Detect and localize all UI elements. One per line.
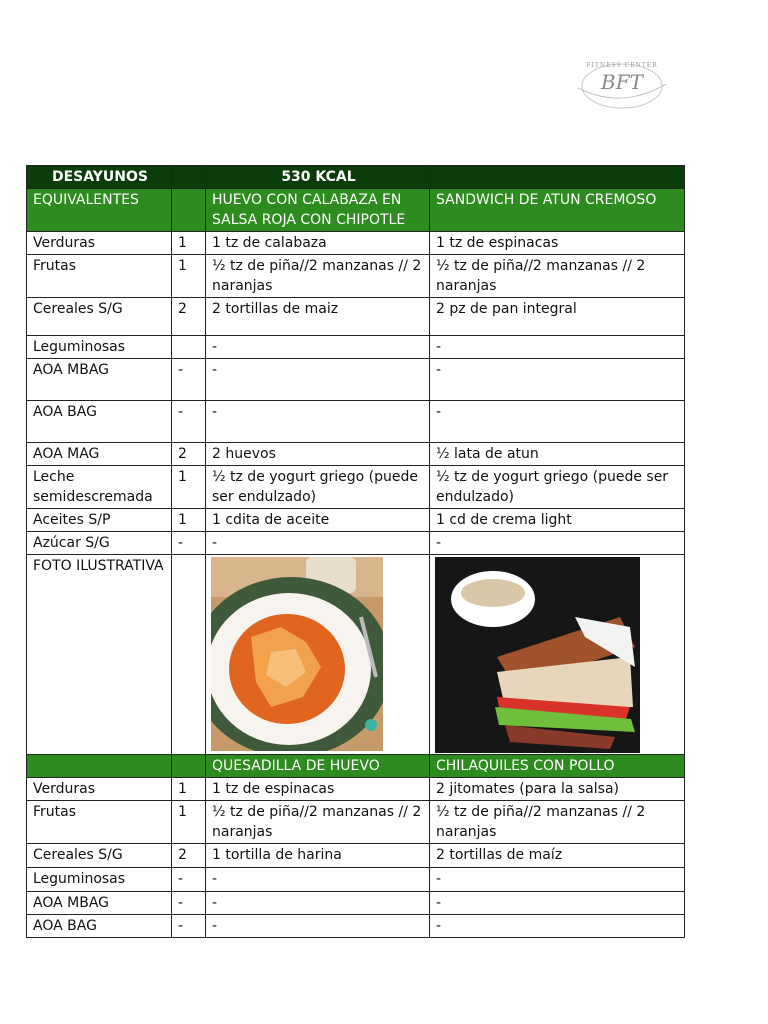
logo-text: FITNESS CENTER [586, 62, 658, 69]
table-row: AOA MBAG - - - [27, 359, 685, 401]
table-row: Frutas 1 ½ tz de piña//2 manzanas // 2 naranjas ½ tz de piña//2 manzanas // 2 naranjas [27, 801, 685, 844]
table-row: AOA BAG - - - [27, 401, 685, 443]
table-title: DESAYUNOS [27, 166, 172, 189]
table-row: Cereales S/G 2 2 tortillas de maiz 2 pz de pan integral [27, 298, 685, 336]
section-1-header [27, 189, 685, 232]
table-row: AOA MBAG - - - [27, 892, 685, 915]
table-row: Verduras 1 1 tz de calabaza 1 tz de espinacas [27, 232, 685, 255]
equivalentes-label: EQUIVALENTES [27, 189, 172, 232]
table-row: Leche semidescremada 1 ½ tz de yogurt griego (puede ser endulzado) ½ tz de yogurt griego (puede ser endulzado) [27, 466, 685, 509]
table-row: Cereales S/G 2 1 tortilla de harina 2 tortillas de maíz [27, 844, 685, 868]
dish-c-title: QUESADILLA DE HUEVO [206, 755, 430, 778]
table-row: Leguminosas - - - [27, 868, 685, 892]
table-row: AOA MAG 2 2 huevos ½ lata de atun [27, 443, 685, 466]
table-row: Aceites S/P 1 1 cdita de aceite 1 cd de crema light [27, 509, 685, 532]
table-row: Leguminosas - - [27, 336, 685, 359]
dish-d-title: CHILAQUILES CON POLLO [430, 755, 685, 778]
tuna-sandwich-photo [435, 557, 640, 753]
egg-squash-dish-photo [211, 557, 383, 751]
photo-row [27, 555, 685, 755]
photo-label: FOTO ILUSTRATIVA [27, 555, 172, 755]
logo-monogram: BFT [601, 70, 643, 94]
table-row: Frutas 1 ½ tz de piña//2 manzanas // 2 naranjas ½ tz de piña//2 manzanas // 2 naranjas [27, 255, 685, 298]
table-row: AOA BAG - - - [27, 915, 685, 938]
table-row: Azúcar S/G - - - [27, 532, 685, 555]
table-header-row [27, 166, 685, 189]
bft-logo [568, 48, 676, 124]
table-row: Verduras 1 1 tz de espinacas 2 jitomates (para la salsa) [27, 778, 685, 801]
section-2-header [27, 755, 685, 778]
kcal-label: 530 KCAL [206, 166, 430, 189]
dish-a-title: HUEVO CON CALABAZA EN SALSA ROJA CON CHIPOTLE [206, 189, 430, 232]
breakfast-table [26, 165, 685, 938]
dish-b-title: SANDWICH DE ATUN CREMOSO [430, 189, 685, 232]
